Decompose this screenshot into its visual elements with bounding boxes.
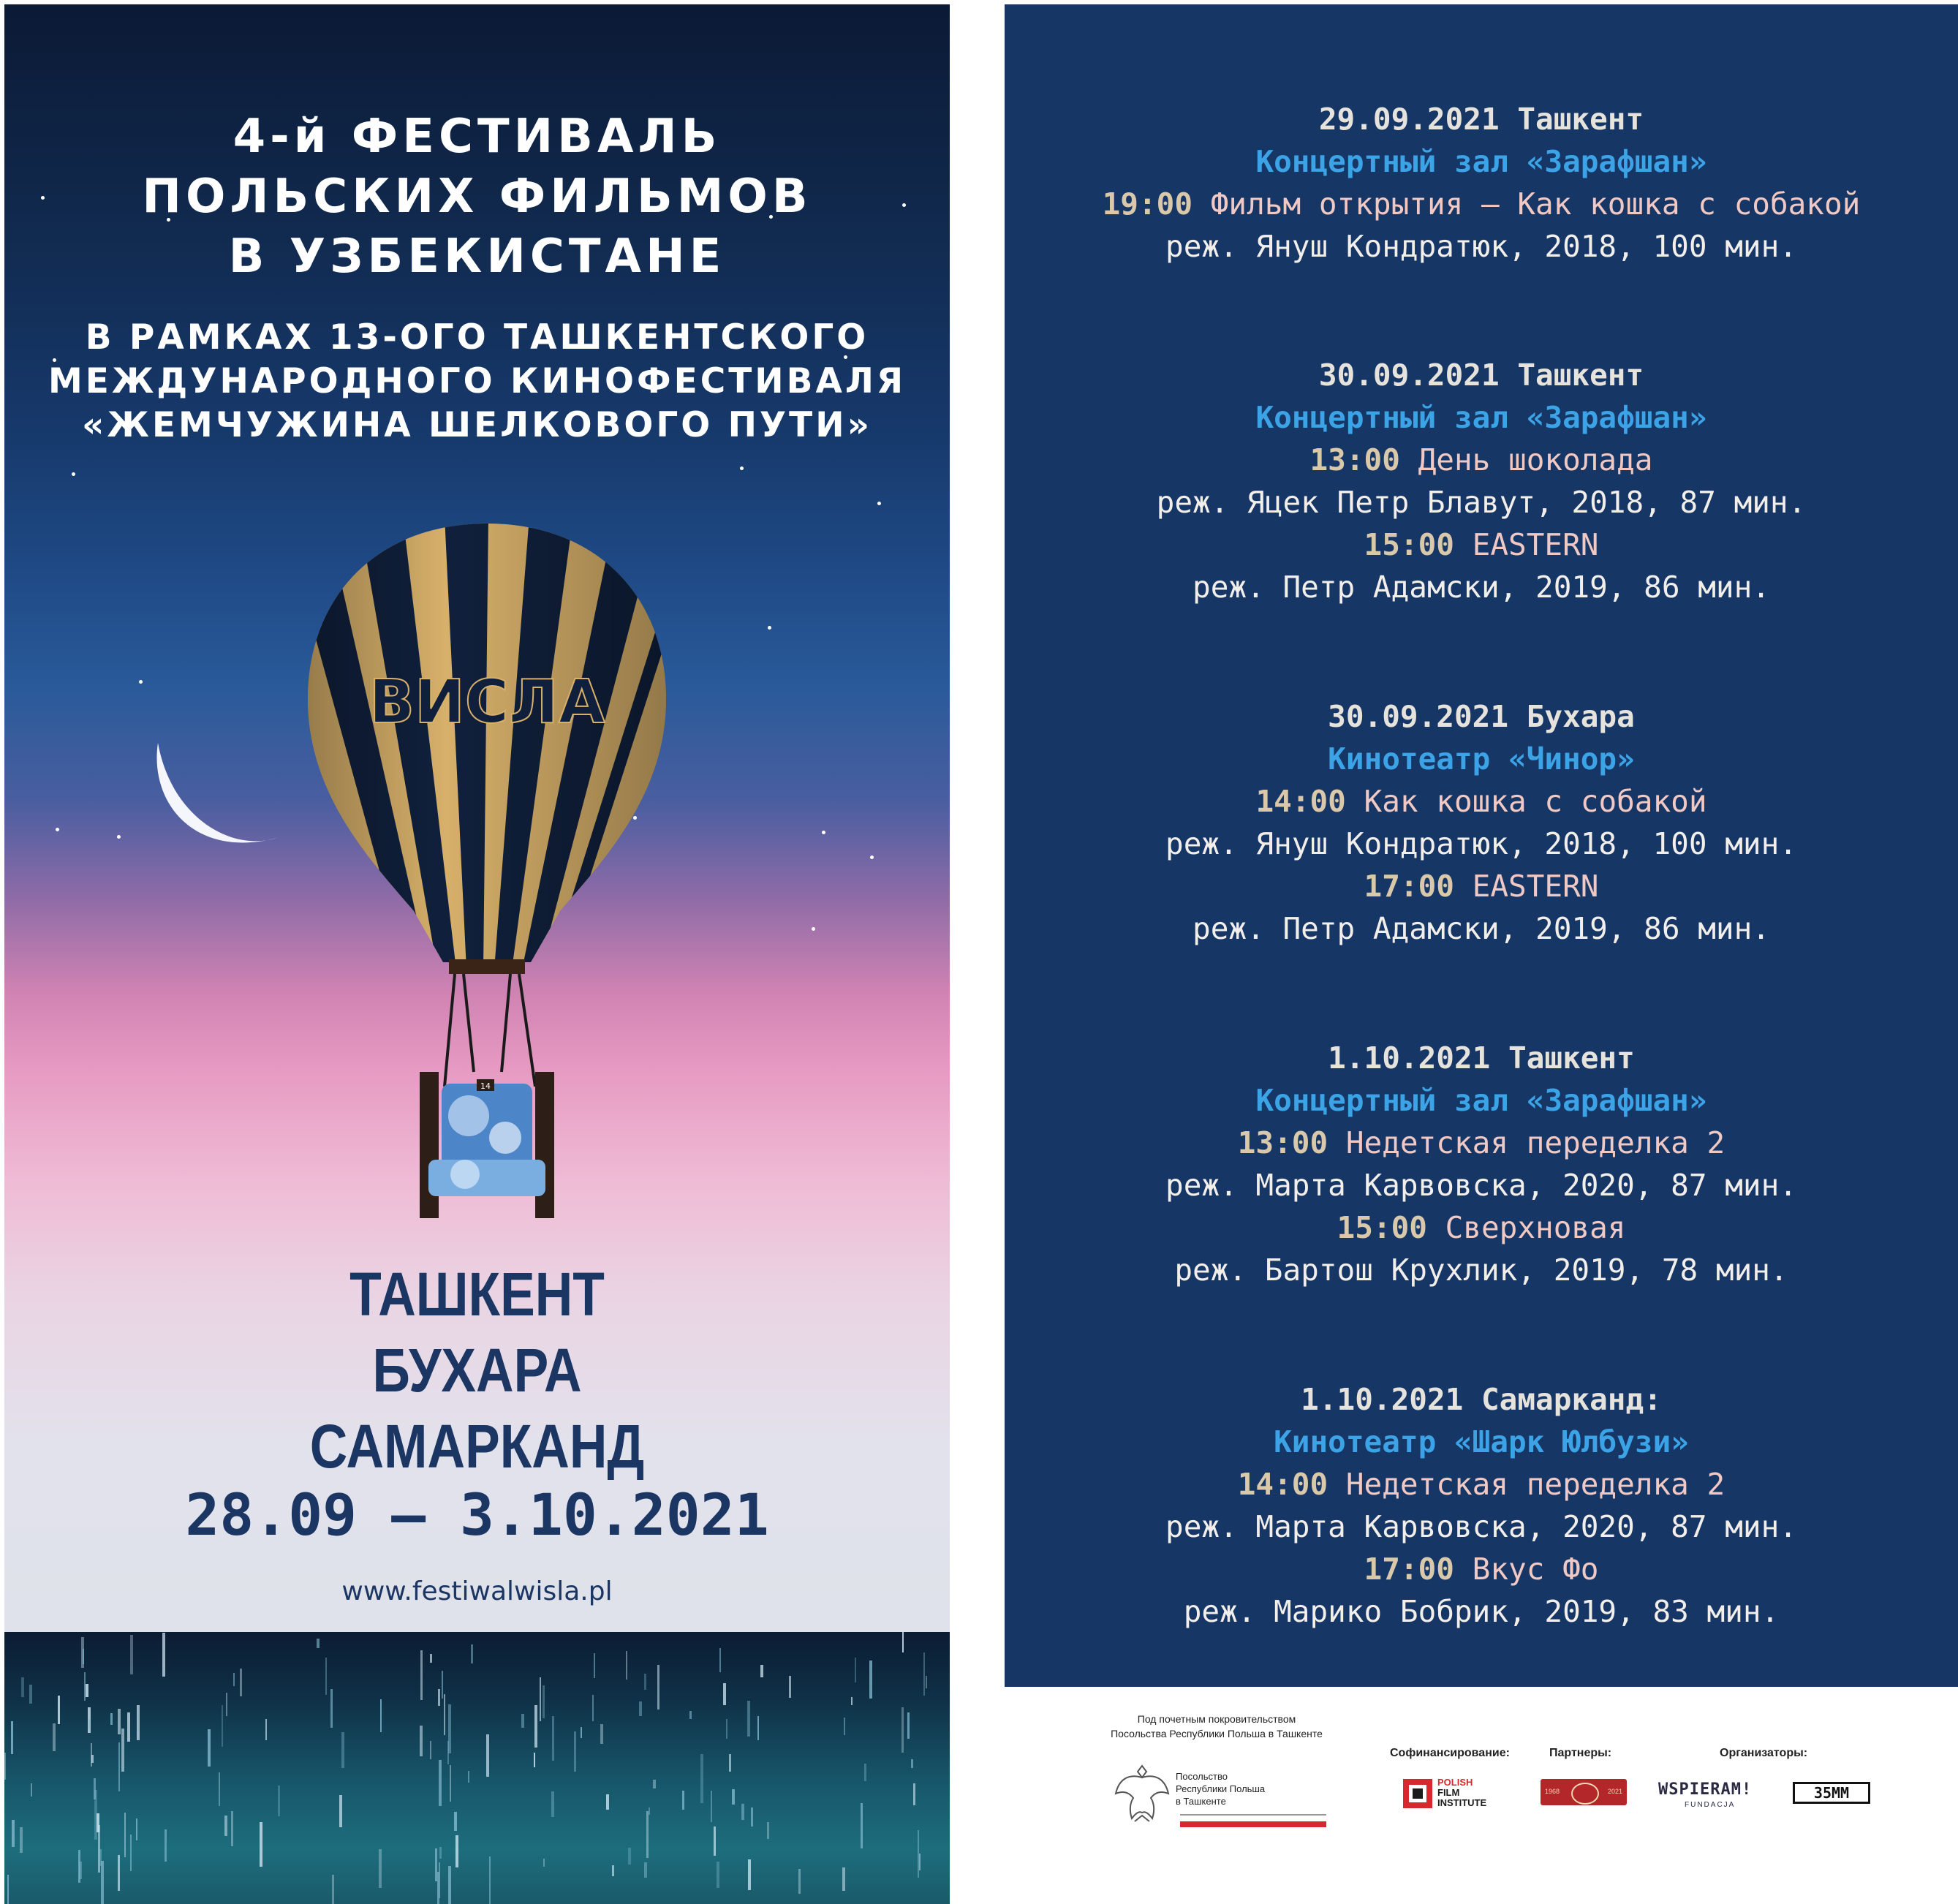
screening-time: 13:00 xyxy=(1237,1125,1328,1160)
partners-label: Партнеры: xyxy=(1549,1747,1612,1759)
fundacja-label: FUNDACJA xyxy=(1685,1801,1736,1809)
water-ripple xyxy=(79,1862,82,1879)
water-ripple xyxy=(798,1869,801,1894)
water-ripple xyxy=(208,1729,211,1767)
water-ripple xyxy=(911,1759,913,1768)
star-dot xyxy=(56,828,59,831)
water-ripple xyxy=(653,1780,656,1788)
water-ripple xyxy=(224,1816,227,1836)
water-ripple xyxy=(7,1875,9,1904)
schedule-day-4 xyxy=(1005,1037,1958,1291)
film-director-info: реж. Януш Кондратюк, 2018, 100 мин. xyxy=(1165,229,1797,264)
water-ripple xyxy=(439,1847,442,1859)
poster-subtitle xyxy=(4,316,950,447)
water-ripple xyxy=(760,1665,763,1677)
water-ripple xyxy=(657,1665,659,1710)
water-ripple xyxy=(844,1718,845,1735)
embassy-logo-text xyxy=(1176,1770,1293,1807)
day-date-city: 30.09.2021 Ташкент xyxy=(1318,358,1644,393)
water-ripple xyxy=(439,1760,442,1806)
water-ripple xyxy=(137,1705,140,1740)
water-ripple xyxy=(124,1813,126,1857)
water-ripple xyxy=(689,1711,692,1719)
water-ripple xyxy=(748,1859,751,1890)
festival-dates: 28.09 – 3.10.2021 xyxy=(185,1483,769,1549)
water-ripple xyxy=(88,1719,90,1729)
water-ripple xyxy=(926,1676,927,1688)
venue-name: Концертный зал «Зарафшан» xyxy=(1255,400,1707,435)
water-ripple xyxy=(118,1855,120,1891)
water-ripple xyxy=(717,1862,719,1888)
water-ripple xyxy=(130,1635,133,1674)
water-ripple xyxy=(442,1671,443,1699)
cities-list xyxy=(4,1256,950,1484)
water-ripple xyxy=(919,1854,921,1870)
city-name: БУХАРА xyxy=(372,1336,582,1405)
water-ripple xyxy=(332,1875,334,1904)
schedule-day-5 xyxy=(1005,1378,1958,1633)
water-ripple xyxy=(901,1707,904,1753)
pfi-line: FILM xyxy=(1437,1787,1460,1798)
water-ripple xyxy=(379,1849,382,1888)
wspieram-logo: WSPIERAM! xyxy=(1658,1780,1753,1799)
water-ripple xyxy=(913,1783,915,1805)
sponsors-footer xyxy=(1005,1687,1958,1904)
water-ripple xyxy=(757,1716,759,1740)
water-ripple xyxy=(644,1862,647,1878)
water-ripple xyxy=(869,1661,872,1699)
water-ripple xyxy=(20,1827,23,1853)
water-ripple xyxy=(127,1712,130,1742)
schedule-day-1 xyxy=(1005,98,1958,268)
star-dot xyxy=(812,927,815,931)
festival-poster xyxy=(4,4,950,1904)
screening-time: 14:00 xyxy=(1237,1467,1328,1502)
water-ripple xyxy=(21,1677,24,1697)
water-ripple xyxy=(84,1672,86,1701)
screening-time: 15:00 xyxy=(1337,1210,1427,1245)
screening-time: 19:00 xyxy=(1102,186,1193,222)
water-ripple xyxy=(489,1856,491,1904)
water-ripple xyxy=(58,1696,60,1724)
day-date-city: 30.09.2021 Бухара xyxy=(1328,699,1635,734)
water-ripple xyxy=(121,1729,124,1772)
water-ripple xyxy=(767,1822,769,1839)
schedule-day-3 xyxy=(1005,695,1958,950)
film-director-info: реж. Марта Карвовска, 2020, 87 мин. xyxy=(1165,1168,1797,1203)
water-ripple xyxy=(222,1705,223,1747)
title-line: В УЗБЕКИСТАНЕ xyxy=(228,230,726,284)
water-ripple xyxy=(606,1794,609,1810)
organizers-label: Организаторы: xyxy=(1720,1747,1808,1759)
venue-name: Кинотеатр «Шарк Юлбузи» xyxy=(1274,1424,1689,1459)
embassy-line: в Ташкенте xyxy=(1176,1796,1226,1807)
water-ripple xyxy=(53,1723,56,1751)
water-ripple xyxy=(456,1835,458,1867)
water-ripple xyxy=(700,1754,703,1803)
film-director-info: реж. Яцек Петр Блавут, 2018, 87 мин. xyxy=(1156,485,1807,520)
city-name: САМАРКАНД xyxy=(309,1412,645,1481)
star-dot xyxy=(877,502,881,505)
water-ripple xyxy=(864,1764,866,1781)
water-ripple xyxy=(521,1714,524,1728)
water-ripple xyxy=(86,1684,88,1697)
water-ripple xyxy=(534,1753,535,1767)
water-ripple xyxy=(600,1724,603,1744)
water-ripple xyxy=(165,1829,167,1862)
water-ripple xyxy=(454,1812,457,1831)
title-line: 4-й ФЕСТИВАЛЬ xyxy=(233,110,722,164)
schedule-day-2 xyxy=(1005,354,1958,608)
film-title: Как кошка с собакой xyxy=(1364,784,1707,819)
water-ripple xyxy=(789,1676,791,1698)
screening-title-line xyxy=(1005,865,1958,907)
water-ripple xyxy=(639,1701,642,1716)
water-ripple xyxy=(714,1826,716,1856)
water-ripple xyxy=(644,1674,646,1690)
water-ripple xyxy=(574,1731,576,1772)
water-ripple xyxy=(729,1754,731,1772)
flag-stripe-red xyxy=(1180,1821,1326,1827)
water-ripple xyxy=(540,1677,541,1721)
water-ripple xyxy=(682,1791,684,1810)
screening-title-line xyxy=(1005,780,1958,823)
water-ripple xyxy=(626,1651,627,1680)
water-ripple xyxy=(747,1701,750,1737)
water-ripple xyxy=(339,1795,342,1827)
water-ripple xyxy=(31,1783,32,1797)
embassy-line: Посольство xyxy=(1176,1771,1228,1782)
water-ripple xyxy=(711,1791,712,1822)
water-ripple xyxy=(91,1755,94,1763)
film-title: EASTERN xyxy=(1472,527,1599,562)
screening-time: 17:00 xyxy=(1364,1552,1454,1587)
water-ripple xyxy=(444,1694,445,1735)
water-ripple xyxy=(471,1644,473,1663)
water-ripple xyxy=(83,1649,84,1664)
screening-title-line xyxy=(1005,1548,1958,1590)
water-ripple xyxy=(110,1713,113,1725)
water-ripple xyxy=(907,1712,910,1739)
water-ripple xyxy=(420,1726,423,1756)
film-director-info: реж. Марико Бобрик, 2019, 83 мин. xyxy=(1183,1594,1780,1629)
screening-title-line xyxy=(1005,439,1958,481)
water-ripple xyxy=(543,1859,545,1867)
film-title: Недетская переделка 2 xyxy=(1345,1125,1725,1160)
water-ripple xyxy=(430,1741,431,1759)
embassy-line: Республики Польша xyxy=(1176,1783,1266,1794)
film-director-info: реж. Януш Кондратюк, 2018, 100 мин. xyxy=(1165,826,1797,861)
water-ripple xyxy=(723,1683,726,1705)
water-ripple xyxy=(719,1648,721,1672)
subtitle-line: В РАМКАХ 13-ОГО ТАШКЕНТСКОГО xyxy=(85,317,869,358)
water-ripple xyxy=(448,1704,451,1753)
water-ripple xyxy=(594,1653,595,1678)
film-director-info: реж. Петр Адамски, 2019, 86 мин. xyxy=(1192,570,1770,605)
water-ripple xyxy=(646,1811,649,1858)
35mm-logo: 35MM xyxy=(1793,1782,1870,1804)
water-ripple xyxy=(101,1861,104,1904)
title-line: ПОЛЬСКИХ ФИЛЬМОВ xyxy=(142,170,812,224)
water-ripple xyxy=(29,1685,32,1704)
star-dot xyxy=(822,831,825,834)
water-ripple xyxy=(551,1791,554,1817)
water-ripple xyxy=(330,1689,333,1728)
screening-title-line xyxy=(1005,183,1958,225)
star-dot xyxy=(139,680,143,684)
water-ripple xyxy=(420,1650,423,1700)
subtitle-line: МЕЖДУНАРОДНОГО КИНОФЕСТИВАЛЯ xyxy=(48,361,907,401)
water-ripple xyxy=(861,1803,863,1848)
water-ripple xyxy=(265,1719,267,1740)
water-ripple xyxy=(741,1804,744,1820)
water-ripple xyxy=(543,1685,545,1718)
water-ripple xyxy=(278,1786,280,1816)
water-ripple xyxy=(923,1652,925,1696)
water-ripple xyxy=(842,1867,845,1891)
poster-title xyxy=(4,107,950,287)
water-ripple xyxy=(12,1820,15,1847)
film-title: Недетская переделка 2 xyxy=(1345,1467,1725,1502)
polish-eagle-emblem-icon xyxy=(1113,1758,1171,1829)
pfi-line: INSTITUTE xyxy=(1437,1797,1487,1808)
film-director-info: реж. Петр Адамски, 2019, 86 мин. xyxy=(1192,911,1770,946)
pfi-logo-text xyxy=(1437,1778,1486,1808)
film-title: Фильм открытия – Как кошка с собакой xyxy=(1210,186,1861,222)
water-ripple xyxy=(628,1848,631,1865)
screening-title-line xyxy=(1005,1122,1958,1164)
screening-time: 14:00 xyxy=(1255,784,1346,819)
water-ripple xyxy=(317,1639,320,1648)
water-ripple xyxy=(439,1862,440,1898)
water-ripple xyxy=(380,1699,382,1732)
pfi-logo-icon xyxy=(1403,1779,1432,1808)
screening-schedule xyxy=(1005,4,1958,1687)
water-ripple xyxy=(435,1848,437,1881)
partner-emblem-icon xyxy=(1571,1783,1599,1805)
city-name: ТАШКЕНТ xyxy=(349,1260,605,1329)
water-ripple xyxy=(855,1658,856,1682)
screening-title-line xyxy=(1005,524,1958,566)
water-ripple xyxy=(486,1734,489,1777)
water-ripples xyxy=(4,1632,950,1904)
patronage-line: Под почетным покровительством xyxy=(1137,1713,1296,1725)
water-ripple xyxy=(726,1719,727,1739)
water-ripple xyxy=(118,1742,120,1791)
festival-website-link[interactable]: www.festiwalwisla.pl xyxy=(341,1576,613,1606)
water-ripple xyxy=(136,1818,137,1840)
water-ripple xyxy=(233,1673,235,1686)
water-ripple xyxy=(732,1789,735,1805)
water-ripple xyxy=(430,1654,432,1663)
flag-stripe-white xyxy=(1180,1814,1326,1820)
screening-time: 15:00 xyxy=(1364,527,1454,562)
star-dot xyxy=(740,466,744,470)
screening-title-line xyxy=(1005,1206,1958,1249)
hot-air-balloon-illustration xyxy=(282,516,692,1218)
film-title: День шоколада xyxy=(1418,442,1653,477)
water-ripple xyxy=(325,1658,327,1695)
water-ripple xyxy=(219,1772,220,1806)
water-reflection-illustration xyxy=(4,1632,950,1904)
balloon-label: ВИСЛА xyxy=(368,668,605,737)
water-ripple xyxy=(162,1633,165,1677)
star-dot xyxy=(72,472,75,476)
star-dot xyxy=(870,855,874,859)
water-ripple xyxy=(649,1807,650,1815)
film-director-info: реж. Марта Карвовска, 2020, 87 мин. xyxy=(1165,1509,1797,1544)
water-ripple xyxy=(918,1830,919,1878)
patronage-note xyxy=(1092,1712,1341,1741)
film-title: EASTERN xyxy=(1472,869,1599,904)
film-title: Вкус Фо xyxy=(1472,1552,1599,1587)
day-date-city: 29.09.2021 Ташкент xyxy=(1318,102,1644,137)
water-ripple xyxy=(341,1732,344,1768)
film-title: Сверхновая xyxy=(1445,1210,1626,1245)
water-ripple xyxy=(438,1689,440,1706)
water-ripple xyxy=(851,1697,853,1705)
cofinancing-label: Софинансирование: xyxy=(1390,1747,1510,1759)
film-director-info: реж. Бартош Крухлик, 2019, 78 мин. xyxy=(1174,1253,1788,1288)
subtitle-line: «ЖЕМЧУЖИНА ШЕЛКОВОГО ПУТИ» xyxy=(82,405,872,445)
water-ripple xyxy=(130,1835,132,1871)
water-ripple xyxy=(592,1695,594,1721)
water-ripple xyxy=(612,1865,614,1876)
screening-time: 17:00 xyxy=(1364,869,1454,904)
screening-time: 13:00 xyxy=(1309,442,1400,477)
pfi-line: POLISH xyxy=(1437,1777,1473,1788)
water-ripple xyxy=(118,1709,121,1734)
water-ripple xyxy=(581,1727,582,1738)
partner-logo-badge xyxy=(1541,1779,1627,1805)
venue-name: Концертный зал «Зарафшан» xyxy=(1255,1083,1707,1118)
patronage-line: Посольства Республики Польша в Ташкенте xyxy=(1111,1728,1323,1739)
star-dot xyxy=(117,835,121,839)
water-ripple xyxy=(902,1632,904,1652)
water-ripple xyxy=(240,1669,242,1696)
water-ripple xyxy=(450,1765,451,1802)
water-ripple xyxy=(231,1811,233,1846)
water-ripple xyxy=(260,1822,262,1867)
star-dot xyxy=(768,626,771,630)
venue-name: Кинотеатр «Чинор» xyxy=(1328,741,1635,777)
chair-number-tag: 14 xyxy=(480,1081,491,1091)
water-ripple xyxy=(11,1721,13,1754)
water-ripple xyxy=(751,1807,753,1826)
screening-title-line xyxy=(1005,1463,1958,1506)
water-ripple xyxy=(448,1866,451,1904)
partner-badge-year: 1968 xyxy=(1545,1788,1560,1795)
day-date-city: 1.10.2021 Самарканд: xyxy=(1301,1382,1662,1417)
water-ripple xyxy=(4,1753,6,1780)
crescent-moon-icon xyxy=(149,736,295,882)
day-date-city: 1.10.2021 Ташкент xyxy=(1328,1040,1635,1076)
water-ripple xyxy=(534,1705,537,1748)
venue-name: Концертный зал «Зарафшан» xyxy=(1255,144,1707,179)
water-ripple xyxy=(468,1771,469,1783)
water-ripple xyxy=(552,1716,554,1761)
water-ripple xyxy=(226,1693,227,1716)
partner-badge-year: 2021 xyxy=(1607,1788,1622,1795)
